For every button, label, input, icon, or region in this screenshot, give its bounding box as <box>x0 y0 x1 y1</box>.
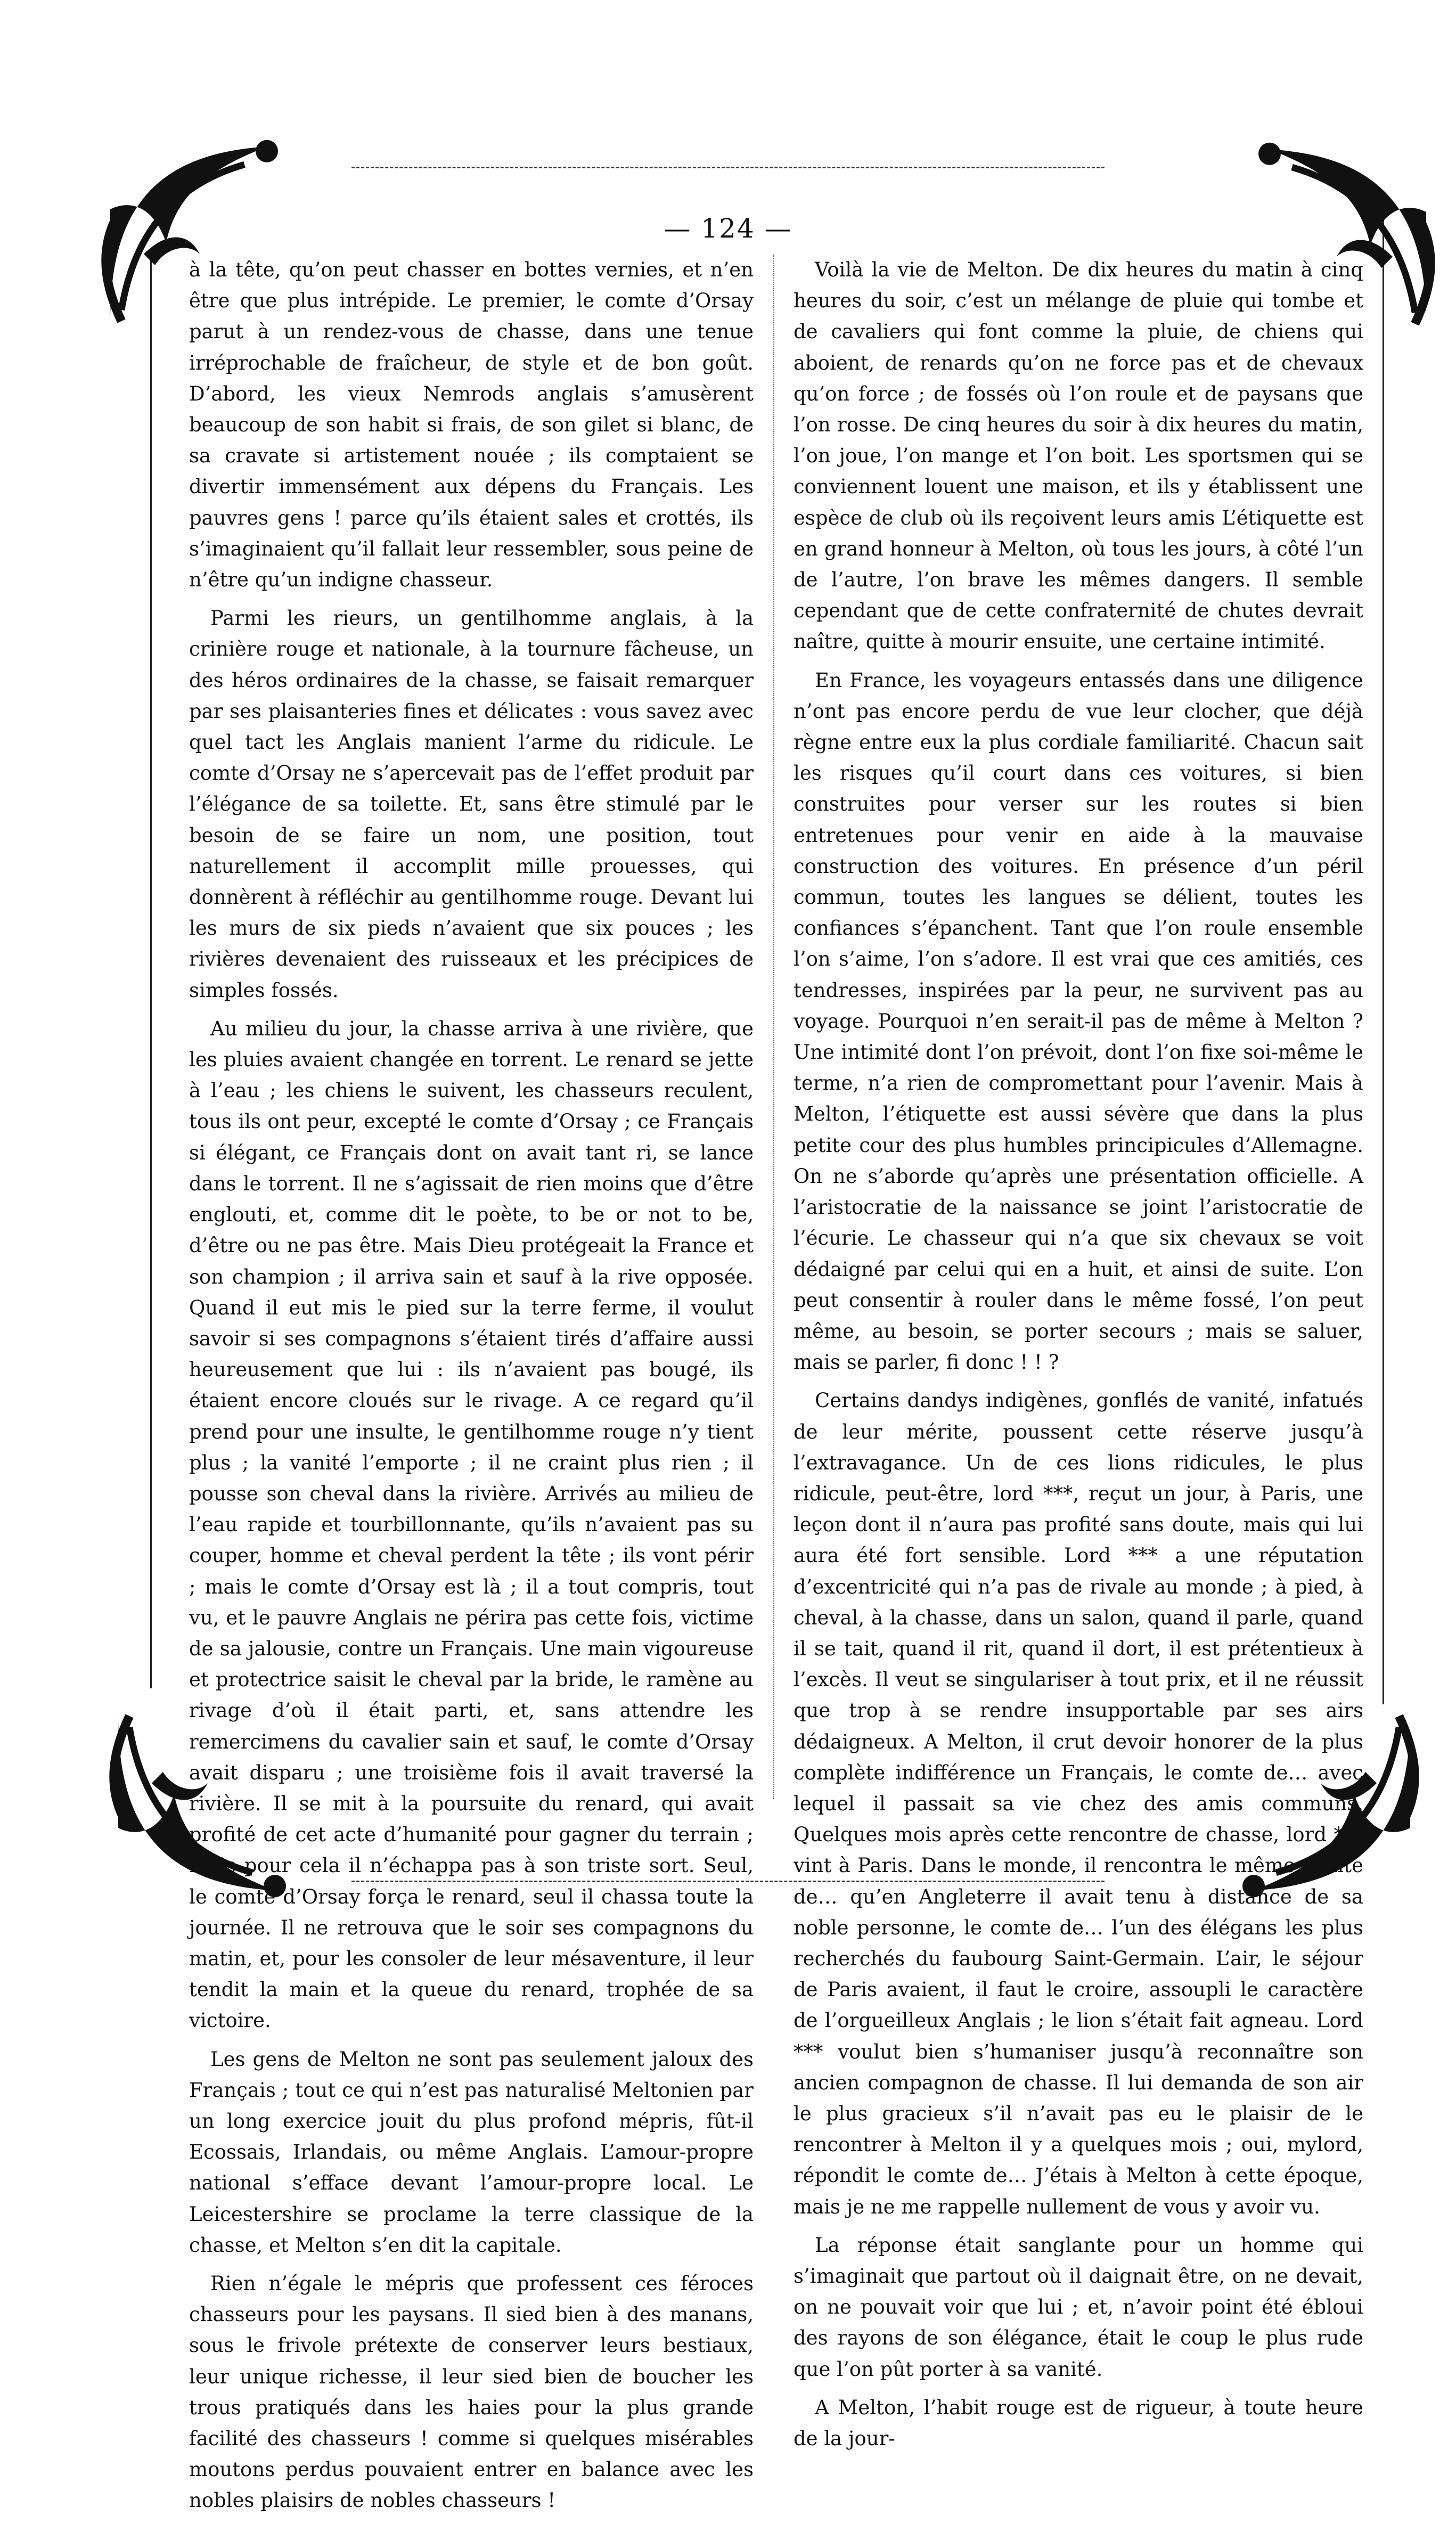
paragraph: Les gens de Melton ne sont pas seulement jaloux des Français ; tout ce qui n’est pas naturalisé Meltonien par un long exercice jouit du plus profond mépris, fût-il Ecossais, Irlandais, ou même Anglais. L’amour-propre national s’efface devant l’amour-propre local. Le Leicestershire se proclame la terre classique de la chasse, et Melton s’en dit la capitale. <box>189 2047 754 2257</box>
paragraph: A Melton, l’habit rouge est de rigueur, à toute heure de la jour- <box>794 2396 1363 2451</box>
left-border-rule <box>150 250 152 1688</box>
page-number: — 124 — <box>664 213 792 244</box>
right-border-rule <box>1383 213 1384 1704</box>
paragraph: Voilà la vie de Melton. De dix heures du matin à cinq heures du soir, c’est un mélange de pluie qui tombe et de cavaliers qui font comme la pluie, de chiens qui aboient, de renards qu’on ne force pas et de chevaux qu’on force ; de fossés où l’on roule et de paysans que l’on rosse. De cinq heures du soir à dix heures du matin, l’on joue, l’on mange et l’on boit. Les sportsmen qui se conviennent louent une maison, et ils y établissent une espèce de club où ils reçoivent leurs amis L’étiquette est en grand honneur à Melton, où tous les jours, à côté l’un de l’autre, l’on brave les mêmes dangers. Il semble cependant que de cette confraternité de chutes devrait naître, quitte à mourir ensuite, une certaine intimité. <box>794 258 1363 654</box>
paragraph: Parmi les rieurs, un gentilhomme anglais, à la crinière rouge et nationale, à la tournure fâcheuse, un des héros ordinaires de la chasse, se faisait remarquer par ses plaisanteries fines et délicates : vous savez avec quel tact les Anglais manient l’arme du ridicule. Le comte d’Orsay ne s’apercevait pas de l’effet produit par l’élégance de sa toilette. Et, sans être stimulé par le besoin de se faire un nom, une position, tout naturellement il accomplit mille prouesses, qui donnèrent à réfléchir au gentilhomme rouge. Devant lui les murs de six pieds n’avaient que six pouces ; les rivières devenaient des ruisseaux et les précipices de simples fossés. <box>189 607 754 1002</box>
column-divider <box>773 255 774 1799</box>
top-border-rule <box>351 167 1105 168</box>
paragraph: Rien n’égale le mépris que professent ces féroces chasseurs pour les paysans. Il sied bien à des manans, sous le frivole prétexte de conserver leurs bestiaux, leur unique richesse, il leur sied bien de boucher les trous pratiqués dans les haies pour la plus grande facilité des chasseurs ! comme si quelques misérables moutons perdus pouvaient entrer en balance avec les nobles plaisirs de nobles chasseurs ! <box>189 2272 754 2512</box>
paragraph: Certains dandys indigènes, gonflés de vanité, infatués de leur mérite, poussent cette réserve jusqu’à l’extravagance. Un de ces lions ridicules, le plus ridicule, peut-être, lord ***, reçut un jour, à Paris, une leçon dont il n’aura pas profité sans doute, mais qui lui aura été fort sensible. Lord *** a une réputation d’excentricité qui n’a pas de rivale au monde ; à pied, à cheval, à la chasse, dans un salon, quand il parle, quand il se tait, quand il rit, quand il dort, il est prétentieux à l’excès. Il veut se singulariser à tout prix, et il ne réussit que trop à se rendre insupportable par ses airs dédaigneux. A Melton, il crut devoir honorer de la plus complète indifférence un Français, le comte de… avec lequel il passait sa vie chez des amis communs. Quelques mois après cette rencontre de chasse, lord *** vint à Paris. Dans le monde, il rencontra le même comte de… qu’en Angleterre il avait tenu à distance de sa noble personne, le comte de… l’un des élégans les plus recherchés du faubourg Saint-Germain. L’air, le séjour de Paris avaient, il faut le croire, assoupli le caractère de l’orgueilleux Anglais ; le lion s’était fait agneau. Lord *** voulut bien s’humaniser jusqu’à reconnaître son ancien compagnon de chasse. Il lui demanda de son air le plus gracieux s’il n’avait pas eu le plaisir de le rencontrer à Melton il y a quelques mois ; oui, mylord, répondit le comte de… J’étais à Melton à cette époque, mais je ne me rappelle nullement de vous y avoir vu. <box>794 1389 1363 2218</box>
paragraph: La réponse était sanglante pour un homme qui s’imaginait que partout où il daignait être, on ne devait, on ne pouvait voir que lui ; et, n’avoir point été ébloui des rayons de son élégance, était le coup le plus rude que l’on pût porter à sa vanité. <box>794 2233 1363 2381</box>
paragraph: En France, les voyageurs entassés dans une diligence n’ont pas encore perdu de vue leur clocher, que déjà règne entre eux la plus cordiale familiarité. Chacun sait les risques qu’il court dans ces voitures, si bien construites pour verser sur les routes si bien entretenues pour venir en aide à la mauvaise construction des voitures. En présence d’un péril commun, toutes les langues se délient, toutes les confiances s’épanchent. Tant que l’on roule ensemble l’on s’aime, l’on s’adore. Il est vrai que ces amitiés, ces tendresses, inspirées par la peur, ne survivent pas au voyage. Pourquoi n’en serait-il pas de même à Melton ? Une intimité dont l’on prévoit, dont l’on fixe soi-même le terme, n’a rien de compromettant pour l’avenir. Mais à Melton, l’étiquette est aussi sévère que dans la plus petite cour des plus humbles principicules d’Allemagne. On ne s’aborde qu’après une présentation officielle. A l’aristocratie de la naissance se joint l’aristocratie de l’écurie. Le chasseur qui n’a que six chevaux se voit dédaigné par celui qui en a huit, et ainsi de suite. L’on peut consentir à rouler dans le même fossé, l’on peut même, au besoin, se porter secours ; mais se saluer, mais se parler, fi donc ! ! ? <box>794 668 1363 1374</box>
right-column <box>794 255 1363 2462</box>
paragraph: à la tête, qu’on peut chasser en bottes vernies, et n’en être que plus intrépide. Le premier, le comte d’Orsay parut à un rendez-vous de chasse, dans une tenue irréprochable de fraîcheur, de style et de bon goût. D’abord, les vieux Nemrods anglais s’amusèrent beaucoup de son habit si frais, de son gilet si blanc, de sa cravate si artistement nouée ; ils comptaient se divertir immensément aux dépens du Français. Les pauvres gens ! parce qu’ils étaient sales et crottés, ils s’imaginaient qu’il fallait leur ressembler, sous peine de n’être qu’un indigne chasseur. <box>189 258 754 592</box>
left-column <box>189 255 754 2524</box>
paragraph: Au milieu du jour, la chasse arriva à une rivière, que les pluies avaient changée en torrent. Le renard se jette à l’eau ; les chiens le suivent, les chasseurs reculent, tous ils ont peur, excepté le comte d’Orsay ; ce Français si élégant, ce Français dont on avait tant ri, se lance dans le torrent. Il ne s’agissait de rien moins que d’être englouti, et, comme dit le poète, to be or not to be, d’être ou ne pas être. Mais Dieu protégeait la France et son champion ; il arriva sain et sauf à la rive opposée. Quand il eut mis le pied sur la terre ferme, il voulut savoir si ses compagnons s’étaient tirés d’affaire aussi heureusement que lui : ils n’avaient pas bougé, ils étaient encore cloués sur le rivage. A ce regard qu’il prend pour une insulte, le gentilhomme rouge n’y tient plus ; la vanité l’emporte ; il ne craint plus rien ; il pousse son cheval dans la rivière. Arrivés au milieu de l’eau rapide et tourbillonnante, qu’ils n’avaient pas su couper, homme et cheval perdent la tête ; ils vont périr ; mais le comte d’Orsay est là ; il a tout compris, tout vu, et le pauvre Anglais ne périra pas cette fois, victime de sa jalousie, contre un Français. Une main vigoureuse et protectrice saisit le cheval par la bride, le ramène au rivage d’où il était parti, et, sans attendre les remercimens du cavalier sain et sauf, le comte d’Orsay avait disparu ; une troisième fois il avait traversé la rivière. Il se mit à la poursuite du renard, qui avait profité de cet acte d’humanité pour gagner du terrain ; mais pour cela il n’échappa pas à son triste sort. Seul, le comte d’Orsay força le renard, seul il chassa toute la journée. Il ne retrouva que le soir ses compagnons du matin, et, pour les consoler de leur mésaventure, il leur tendit la main et la queue du renard, trophée de sa victoire. <box>189 1017 754 2032</box>
